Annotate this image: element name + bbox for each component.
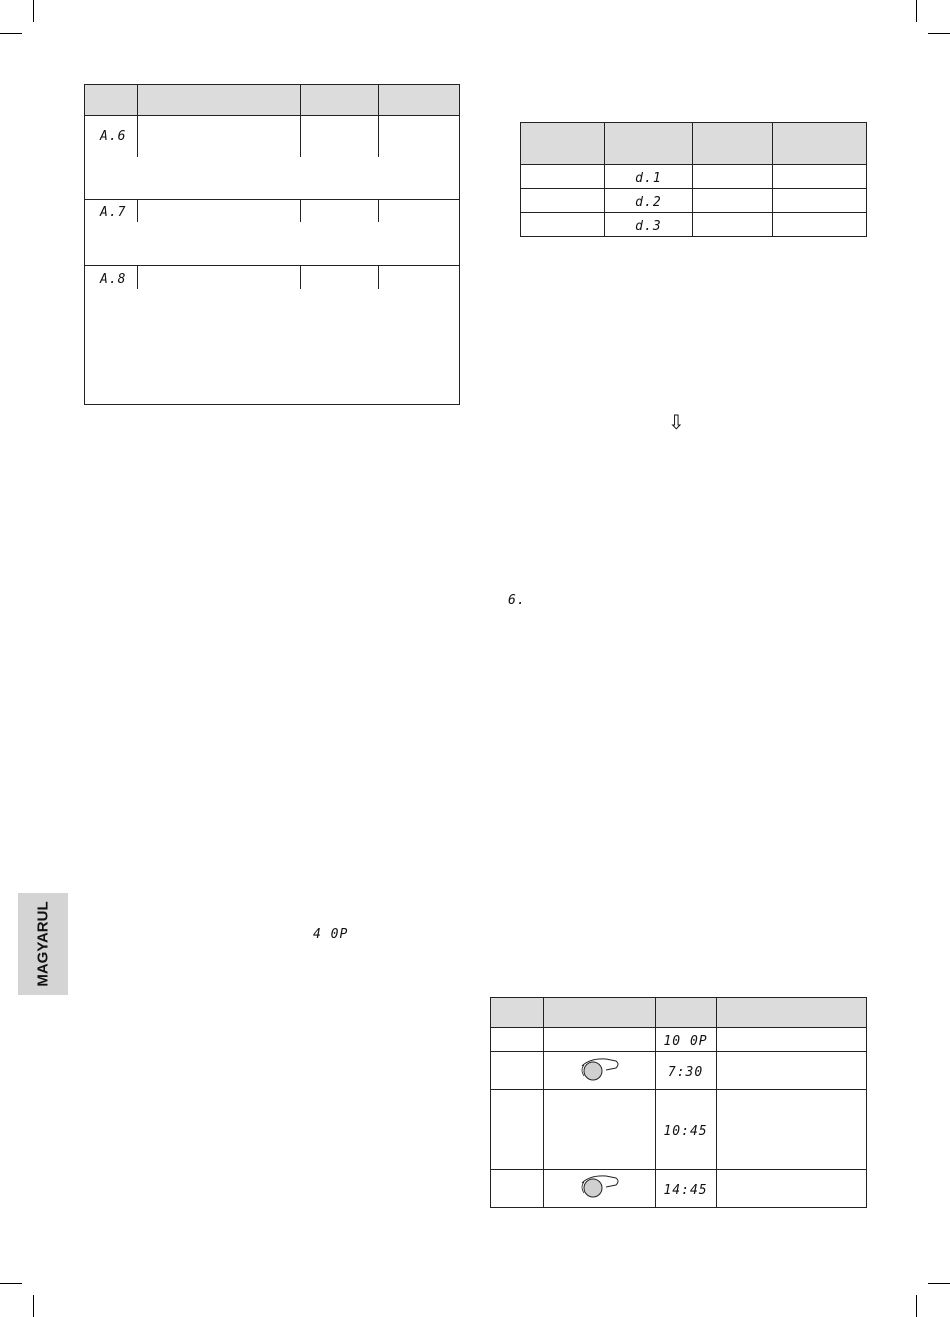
column-divider (300, 200, 301, 222)
degree-table (520, 122, 867, 237)
column-divider (378, 116, 379, 157)
timer-display: 7:30 (667, 1065, 704, 1081)
program-code-a6: A.6 (100, 129, 127, 144)
degree-code-d1: d.1 (635, 171, 662, 186)
column-divider (300, 266, 301, 289)
table-row (491, 1090, 867, 1169)
crop-mark (33, 0, 34, 22)
program-table-header (85, 85, 459, 116)
crop-mark (916, 1295, 917, 1317)
timer-display: 14:45 (663, 1182, 708, 1198)
knob-hand-icon (576, 1056, 622, 1082)
table-row (521, 213, 867, 237)
column-divider (137, 85, 138, 115)
degree-table-header-cell (521, 123, 605, 165)
table-row (491, 1028, 867, 1052)
timer-display: 10:45 (663, 1124, 708, 1140)
column-divider (378, 266, 379, 289)
table-row (521, 165, 867, 189)
language-tab (18, 893, 68, 995)
knob-hand-icon (576, 1173, 622, 1199)
timer-table-header-cell (491, 998, 544, 1028)
timer-table-header-cell (655, 998, 716, 1028)
degree-code-d2: d.2 (635, 195, 662, 210)
crop-mark (0, 1283, 22, 1284)
crop-mark (0, 33, 22, 34)
display-40p: 4 0P (313, 927, 349, 942)
language-tab-label: MAGYARUL (34, 901, 52, 987)
column-divider (378, 200, 379, 222)
crop-mark (916, 0, 917, 22)
table-row (491, 1169, 867, 1207)
crop-mark (33, 1295, 34, 1317)
column-divider (137, 116, 138, 157)
crop-mark (928, 1283, 950, 1284)
table-row (491, 1052, 867, 1090)
degree-table-header-cell (772, 123, 866, 165)
timer-table-header-cell (543, 998, 655, 1028)
program-code-a8: A.8 (100, 272, 127, 287)
column-divider (300, 85, 301, 115)
degree-table-header-cell (692, 123, 772, 165)
timer-display: 10 0P (663, 1034, 708, 1050)
column-divider (300, 116, 301, 157)
timer-table-header-cell (716, 998, 866, 1028)
degree-code-d3: d.3 (635, 219, 662, 234)
column-divider (378, 85, 379, 115)
arrow-down-icon: ⇩ (668, 410, 685, 434)
display-6: 6. (508, 593, 526, 608)
table-row (521, 189, 867, 213)
column-divider (137, 200, 138, 222)
column-divider (137, 266, 138, 289)
degree-table-header-cell (605, 123, 692, 165)
crop-mark (928, 33, 950, 34)
row-divider (85, 199, 459, 200)
program-table (84, 84, 460, 405)
timer-table (490, 997, 867, 1208)
program-code-a7: A.7 (100, 205, 127, 220)
row-divider (85, 265, 459, 266)
